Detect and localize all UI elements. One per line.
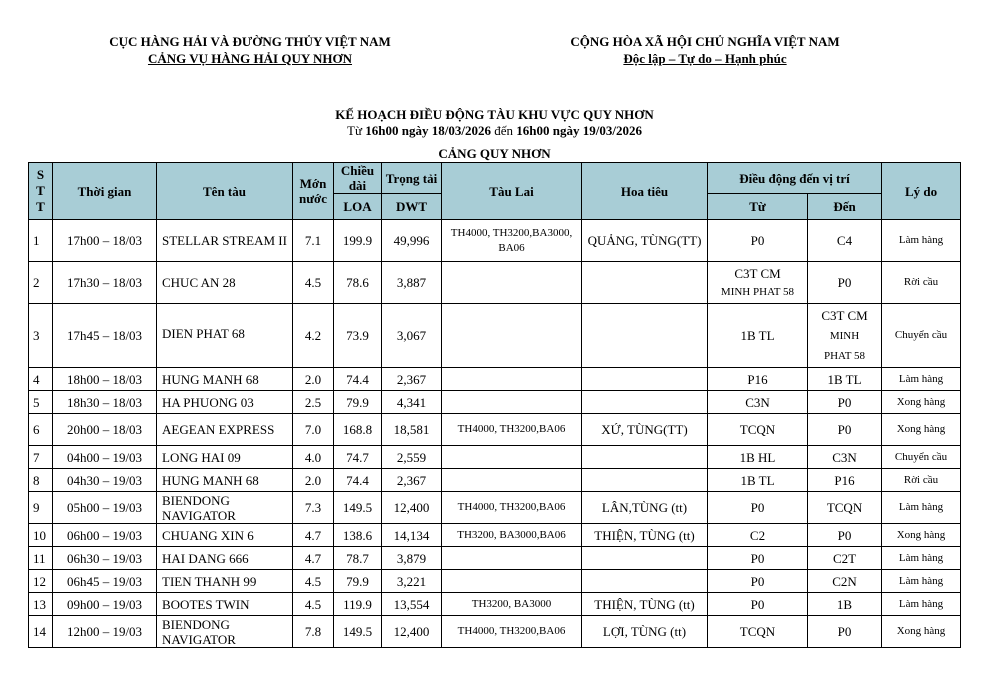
national-header <box>540 33 870 67</box>
time-cell: 18h30 – 18/03 <box>53 391 157 414</box>
tug-cell: TH4000, TH3200,BA06 <box>442 616 582 648</box>
stt-cell: 1 <box>29 220 53 262</box>
tug-cell <box>442 368 582 391</box>
col-time: Thời gian <box>53 163 157 220</box>
reason-cell: Xong hàng <box>882 414 961 446</box>
table-row <box>29 368 961 391</box>
loa-cell: 119.9 <box>334 593 382 616</box>
table-row <box>29 469 961 492</box>
loa-cell: 74.4 <box>334 368 382 391</box>
col-reason: Lý do <box>882 163 961 220</box>
pilot-cell <box>582 304 708 368</box>
tug-cell <box>442 570 582 593</box>
loa-cell: 78.6 <box>334 262 382 304</box>
table-row <box>29 446 961 469</box>
country-name: CỘNG HÒA XÃ HỘI CHỦ NGHĨA VIỆT NAM <box>570 34 840 49</box>
loa-cell: 199.9 <box>334 220 382 262</box>
time-cell: 05h00 – 19/03 <box>53 492 157 524</box>
col-ship: Tên tàu <box>157 163 293 220</box>
to-cell: C2N <box>808 570 882 593</box>
col-tonnage-unit: DWT <box>382 194 442 220</box>
table-row <box>29 220 961 262</box>
ship-name-cell: TIEN THANH 99 <box>157 570 293 593</box>
time-cell: 06h00 – 19/03 <box>53 524 157 547</box>
col-to: Đến <box>808 194 882 220</box>
ship-name-cell: STELLAR STREAM II <box>157 220 293 262</box>
dwt-cell: 12,400 <box>382 616 442 648</box>
tug-cell <box>442 304 582 368</box>
pilot-cell <box>582 391 708 414</box>
time-cell: 18h00 – 18/03 <box>53 368 157 391</box>
pilot-cell: XỨ, TÙNG(TT) <box>582 414 708 446</box>
to-cell: C3T CM MINH PHAT 58 <box>808 304 882 368</box>
from-cell: 1B TL <box>708 304 808 368</box>
pilot-cell: QUẢNG, TÙNG(TT) <box>582 220 708 262</box>
to-cell: P0 <box>808 414 882 446</box>
table-row <box>29 593 961 616</box>
time-cell: 06h30 – 19/03 <box>53 547 157 570</box>
from-cell: C3T CM MINH PHAT 58 <box>708 262 808 304</box>
col-length: Chiều dài <box>334 163 382 194</box>
reason-cell: Xong hàng <box>882 391 961 414</box>
col-from: Từ <box>708 194 808 220</box>
table-row <box>29 524 961 547</box>
reason-cell: Làm hàng <box>882 220 961 262</box>
draft-cell: 7.1 <box>293 220 334 262</box>
port-name: CẢNG QUY NHƠN <box>438 146 551 161</box>
ship-name-cell: HAI DANG 666 <box>157 547 293 570</box>
from-cell: P16 <box>708 368 808 391</box>
dwt-cell: 3,879 <box>382 547 442 570</box>
ship-name-cell: CHUC AN 28 <box>157 262 293 304</box>
reason-cell: Làm hàng <box>882 593 961 616</box>
dwt-cell: 14,134 <box>382 524 442 547</box>
from-cell: C3N <box>708 391 808 414</box>
loa-cell: 73.9 <box>334 304 382 368</box>
loa-cell: 74.7 <box>334 446 382 469</box>
table-row <box>29 304 961 368</box>
loa-cell: 79.9 <box>334 570 382 593</box>
time-cell: 04h30 – 19/03 <box>53 469 157 492</box>
tug-cell <box>442 391 582 414</box>
national-motto: Độc lập – Tự do – Hạnh phúc <box>623 51 787 66</box>
pilot-cell <box>582 446 708 469</box>
pilot-cell <box>582 262 708 304</box>
stt-cell: 9 <box>29 492 53 524</box>
draft-cell: 4.2 <box>293 304 334 368</box>
loa-cell: 149.5 <box>334 492 382 524</box>
to-cell: C3N <box>808 446 882 469</box>
draft-cell: 4.7 <box>293 524 334 547</box>
tug-cell <box>442 469 582 492</box>
dwt-cell: 18,581 <box>382 414 442 446</box>
ship-name-cell: BOOTES TWIN <box>157 593 293 616</box>
pilot-cell: LÂN,TÙNG (tt) <box>582 492 708 524</box>
tug-cell: TH4000, TH3200,BA06 <box>442 492 582 524</box>
draft-cell: 4.5 <box>293 262 334 304</box>
dwt-cell: 2,559 <box>382 446 442 469</box>
tug-cell <box>442 446 582 469</box>
pilot-cell: LỢI, TÙNG (tt) <box>582 616 708 648</box>
ship-name-cell: CHUANG XIN 6 <box>157 524 293 547</box>
stt-cell: 5 <box>29 391 53 414</box>
from-cell: P0 <box>708 570 808 593</box>
col-tug: Tàu Lai <box>442 163 582 220</box>
to-cell: P0 <box>808 524 882 547</box>
from-cell: C2 <box>708 524 808 547</box>
document-period: Từ 16h00 ngày 18/03/2026 đến 16h00 ngày 19/03/2026 <box>347 123 642 138</box>
dwt-cell: 3,887 <box>382 262 442 304</box>
pilot-cell <box>582 368 708 391</box>
to-cell: 1B <box>808 593 882 616</box>
time-cell: 06h45 – 19/03 <box>53 570 157 593</box>
time-cell: 17h00 – 18/03 <box>53 220 157 262</box>
ship-name-cell: HUNG MANH 68 <box>157 469 293 492</box>
table-row <box>29 547 961 570</box>
time-cell: 17h30 – 18/03 <box>53 262 157 304</box>
to-cell: P0 <box>808 616 882 648</box>
from-cell: TCQN <box>708 616 808 648</box>
ship-name-cell: AEGEAN EXPRESS <box>157 414 293 446</box>
stt-cell: 3 <box>29 304 53 368</box>
reason-cell: Làm hàng <box>882 547 961 570</box>
col-stt: S T T <box>29 163 53 220</box>
time-cell: 12h00 – 19/03 <box>53 616 157 648</box>
port-authority-name: CẢNG VỤ HÀNG HẢI QUY NHƠN <box>147 51 353 66</box>
table-row <box>29 262 961 304</box>
agency-name: CỤC HÀNG HẢI VÀ ĐƯỜNG THỦY VIỆT NAM <box>109 34 391 49</box>
draft-cell: 2.5 <box>293 391 334 414</box>
table-row <box>29 616 961 648</box>
ship-name-cell: LONG HAI 09 <box>157 446 293 469</box>
draft-cell: 7.8 <box>293 616 334 648</box>
from-cell: P0 <box>708 220 808 262</box>
tug-cell: TH3200, BA3000 <box>442 593 582 616</box>
to-cell: 1B TL <box>808 368 882 391</box>
stt-cell: 10 <box>29 524 53 547</box>
to-cell: P0 <box>808 391 882 414</box>
col-draft: Mớn nước <box>293 163 334 220</box>
reason-cell: Làm hàng <box>882 570 961 593</box>
table-row <box>29 391 961 414</box>
draft-cell: 4.7 <box>293 547 334 570</box>
ship-name-cell: HUNG MANH 68 <box>157 368 293 391</box>
agency-header <box>80 33 420 67</box>
dwt-cell: 12,400 <box>382 492 442 524</box>
draft-cell: 4.0 <box>293 446 334 469</box>
ship-name-cell: HA PHUONG 03 <box>157 391 293 414</box>
time-cell: 04h00 – 19/03 <box>53 446 157 469</box>
schedule-table <box>28 162 961 648</box>
table-row <box>29 492 961 524</box>
to-cell: P16 <box>808 469 882 492</box>
draft-cell: 4.5 <box>293 570 334 593</box>
dwt-cell: 4,341 <box>382 391 442 414</box>
reason-cell: Xong hàng <box>882 524 961 547</box>
document-title: KẾ HOẠCH ĐIỀU ĐỘNG TÀU KHU VỰC QUY NHƠN <box>335 107 654 122</box>
stt-cell: 11 <box>29 547 53 570</box>
tug-cell <box>442 262 582 304</box>
reason-cell: Xong hàng <box>882 616 961 648</box>
reason-cell: Làm hàng <box>882 492 961 524</box>
pilot-cell <box>582 469 708 492</box>
time-cell: 17h45 – 18/03 <box>53 304 157 368</box>
to-cell: C2T <box>808 547 882 570</box>
stt-cell: 2 <box>29 262 53 304</box>
col-length-unit: LOA <box>334 194 382 220</box>
stt-cell: 13 <box>29 593 53 616</box>
from-cell: P0 <box>708 492 808 524</box>
loa-cell: 79.9 <box>334 391 382 414</box>
loa-cell: 138.6 <box>334 524 382 547</box>
dwt-cell: 2,367 <box>382 469 442 492</box>
col-pilot: Hoa tiêu <box>582 163 708 220</box>
ship-name-cell: DIEN PHAT 68 <box>157 304 293 368</box>
col-move-to: Điều động đến vị trí <box>708 163 882 194</box>
tug-cell: TH4000, TH3200,BA3000, BA06 <box>442 220 582 262</box>
dwt-cell: 49,996 <box>382 220 442 262</box>
pilot-cell <box>582 547 708 570</box>
dwt-cell: 13,554 <box>382 593 442 616</box>
ship-name-cell: BIENDONG NAVIGATOR <box>157 492 293 524</box>
loa-cell: 74.4 <box>334 469 382 492</box>
reason-cell: Rời cầu <box>882 469 961 492</box>
from-cell: P0 <box>708 593 808 616</box>
stt-cell: 4 <box>29 368 53 391</box>
from-cell: 1B HL <box>708 446 808 469</box>
reason-cell: Chuyển cầu <box>882 446 961 469</box>
tug-cell: TH4000, TH3200,BA06 <box>442 414 582 446</box>
to-cell: C4 <box>808 220 882 262</box>
reason-cell: Chuyển cầu <box>882 304 961 368</box>
from-cell: TCQN <box>708 414 808 446</box>
to-cell: TCQN <box>808 492 882 524</box>
from-cell: 1B TL <box>708 469 808 492</box>
time-cell: 09h00 – 19/03 <box>53 593 157 616</box>
draft-cell: 7.3 <box>293 492 334 524</box>
loa-cell: 149.5 <box>334 616 382 648</box>
pilot-cell: THIỆN, TÙNG (tt) <box>582 524 708 547</box>
reason-cell: Làm hàng <box>882 368 961 391</box>
tug-cell <box>442 547 582 570</box>
reason-cell: Rời cầu <box>882 262 961 304</box>
dwt-cell: 3,221 <box>382 570 442 593</box>
draft-cell: 2.0 <box>293 469 334 492</box>
to-cell: P0 <box>808 262 882 304</box>
dwt-cell: 2,367 <box>382 368 442 391</box>
stt-cell: 12 <box>29 570 53 593</box>
stt-cell: 7 <box>29 446 53 469</box>
stt-cell: 6 <box>29 414 53 446</box>
draft-cell: 7.0 <box>293 414 334 446</box>
pilot-cell: THIỆN, TÙNG (tt) <box>582 593 708 616</box>
draft-cell: 4.5 <box>293 593 334 616</box>
stt-cell: 8 <box>29 469 53 492</box>
draft-cell: 2.0 <box>293 368 334 391</box>
ship-name-cell: BIENDONG NAVIGATOR <box>157 616 293 648</box>
time-cell: 20h00 – 18/03 <box>53 414 157 446</box>
stt-cell: 14 <box>29 616 53 648</box>
dwt-cell: 3,067 <box>382 304 442 368</box>
tug-cell: TH3200, BA3000,BA06 <box>442 524 582 547</box>
from-cell: P0 <box>708 547 808 570</box>
loa-cell: 78.7 <box>334 547 382 570</box>
pilot-cell <box>582 570 708 593</box>
loa-cell: 168.8 <box>334 414 382 446</box>
table-row <box>29 570 961 593</box>
col-tonnage: Trọng tải <box>382 163 442 194</box>
table-row <box>29 414 961 446</box>
